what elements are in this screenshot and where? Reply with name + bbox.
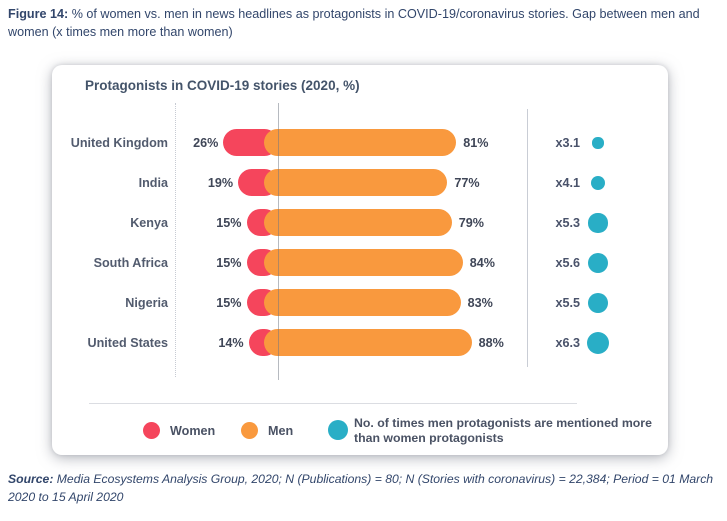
legend-separator bbox=[89, 403, 577, 404]
gap-circle bbox=[592, 137, 603, 148]
women-value-label: 15% bbox=[216, 256, 242, 270]
chart-card bbox=[52, 65, 668, 455]
men-value-label: 84% bbox=[469, 256, 496, 270]
gap-circle bbox=[588, 293, 608, 313]
figure-caption-label: Figure 14: bbox=[8, 7, 69, 21]
men-value-label: 77% bbox=[454, 176, 480, 190]
men-bar bbox=[264, 329, 472, 356]
women-value-label: 15% bbox=[216, 216, 242, 230]
gap-value-label: x5.5 bbox=[555, 296, 580, 310]
men-bar bbox=[264, 289, 461, 316]
women-value-label: 26% bbox=[193, 136, 219, 150]
gap-circle bbox=[591, 176, 606, 191]
chart-row bbox=[52, 163, 668, 203]
men-bar bbox=[264, 249, 463, 276]
center-axis-line bbox=[278, 103, 279, 380]
source-note bbox=[8, 470, 720, 506]
gap-value-label: x6.3 bbox=[555, 336, 580, 350]
gap-value-label: x4.1 bbox=[555, 176, 580, 190]
gap-value-label: x5.3 bbox=[555, 216, 580, 230]
chart-row bbox=[52, 323, 668, 363]
figure-caption-text: % of women vs. men in news headlines as protagonists in COVID-19/coronavirus stories. Gap between men and women (x times men more than women) bbox=[8, 7, 700, 39]
women-value-label: 14% bbox=[218, 336, 244, 350]
country-label: United Kingdom bbox=[70, 136, 168, 150]
gap-axis-line bbox=[527, 109, 528, 367]
men-bar bbox=[264, 209, 452, 236]
men-value-label: 88% bbox=[478, 336, 504, 350]
chart-row bbox=[52, 123, 668, 163]
gap-circle bbox=[588, 213, 607, 232]
chart-row bbox=[52, 203, 668, 243]
legend-gap-dot-icon bbox=[328, 420, 348, 440]
men-value-label: 81% bbox=[463, 136, 489, 150]
legend-men-label: Men bbox=[268, 424, 294, 438]
gap-circle bbox=[588, 253, 608, 273]
men-value-label: 83% bbox=[467, 296, 493, 310]
gap-value-label: x3.1 bbox=[555, 136, 580, 150]
gap-value-label: x5.6 bbox=[555, 256, 580, 270]
figure-caption bbox=[8, 6, 720, 41]
source-text: Media Ecosystems Analysis Group, 2020; N (Publications) = 80; N (Stories with coronavirus) = 22,384; Period = 01 March 2020 to 15 April 2020 bbox=[8, 472, 714, 504]
category-axis-line bbox=[175, 103, 176, 377]
legend-women-dot-icon bbox=[143, 422, 160, 439]
country-label: United States bbox=[87, 336, 168, 350]
country-label: India bbox=[138, 176, 168, 190]
women-value-label: 19% bbox=[207, 176, 234, 190]
legend-men-dot-icon bbox=[241, 422, 258, 439]
gap-circle bbox=[587, 332, 610, 355]
country-label: South Africa bbox=[93, 256, 168, 270]
men-bar bbox=[264, 169, 447, 196]
source-label: Source: bbox=[8, 472, 54, 486]
men-bar bbox=[264, 129, 456, 156]
plot-area bbox=[52, 65, 668, 455]
chart-row bbox=[52, 283, 668, 323]
legend-gap-label: No. of times men protagonists are mentioned more than women protagonists bbox=[354, 416, 652, 445]
men-value-label: 79% bbox=[458, 216, 485, 230]
chart-row bbox=[52, 243, 668, 283]
legend-women-label: Women bbox=[170, 424, 216, 438]
women-value-label: 15% bbox=[216, 296, 242, 310]
chart-title: Protagonists in COVID-19 stories (2020, %) bbox=[85, 78, 360, 93]
country-label: Kenya bbox=[130, 216, 168, 230]
country-label: Nigeria bbox=[125, 296, 168, 310]
